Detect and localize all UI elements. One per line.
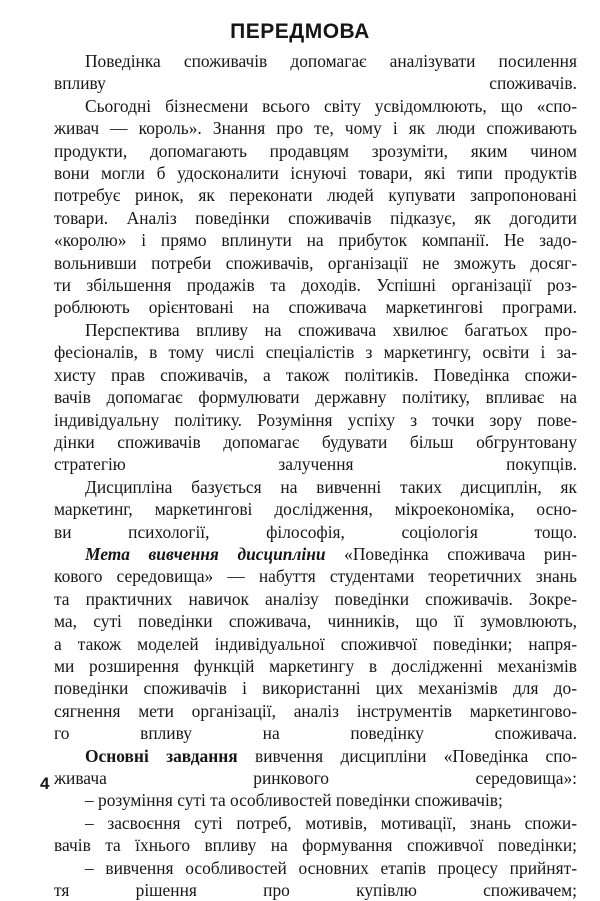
paragraph-2 — [54, 95, 577, 319]
text-line: ви психології, філософія, соціологія тощо. — [54, 521, 577, 542]
text-line: «королю» і прямо вплинути на прибуток компанії. Не задо- — [54, 230, 577, 251]
text-line: Сьогодні бізнесмени всього світу усвідомлюють, що «спо- — [85, 95, 577, 116]
text-line: «Поведінка споживача рин- — [325, 543, 577, 564]
body-text — [54, 50, 577, 901]
text-line: дінки споживачів допомагає будувати більш обгрунтовану — [54, 431, 577, 452]
goal-lead: Мета вивчення дисципліни — [85, 543, 326, 564]
text-line: вачів та їхнього впливу на формування споживчої поведінки; — [54, 835, 577, 856]
text-line: а також моделей індивідуальної споживчої поведінки; напря- — [54, 633, 577, 654]
text-line: вольнивши потреби споживачів, організації не зможуть досяг- — [54, 252, 577, 273]
text-line: фесіоналів, в тому числі спеціалістів з маркетингу, освіти і за- — [54, 342, 577, 363]
text-line: кового середовища» — набуття студентами теоретичних знань — [54, 566, 577, 587]
text-line: поведінки споживачів і використанні цих механізмів для до- — [54, 678, 577, 699]
text-line: Поведінка споживачів допомагає аналізувати посилення — [85, 51, 577, 71]
text-line: вивчення дисципліни «Поведінка спо- — [237, 745, 578, 766]
paragraph-4 — [54, 476, 577, 543]
text-line: потребує ринок, як переконати людей купувати запропоновані — [54, 185, 577, 206]
text-line: – засвоєння суті потреб, мотивів, мотивації, знань спожи- — [85, 812, 577, 833]
text-line: тя рішення про купівлю споживачем; — [54, 880, 577, 901]
text-line: маркетинг, маркетингові дослідження, мікроекономіка, осно- — [54, 499, 577, 520]
text-line: вони могли б удосконалити існуючі товари, які типи продуктів — [54, 163, 577, 184]
page-number: 4 — [40, 774, 50, 793]
page-title: ПЕРЕДМОВА — [230, 20, 370, 43]
text-line: стратегію залучення покупців. — [54, 454, 577, 475]
text-line: продукти, допомагають продавцям зрозуміти, яким чином — [54, 140, 577, 161]
text-line: живач — король». Знання про те, чому і як люди споживають — [54, 118, 577, 139]
text-line: товари. Аналіз поведінки споживачів підказує, як догодити — [54, 207, 577, 228]
text-line: та практичних навичок аналізу поведінки споживачів. Зокре- — [54, 588, 577, 609]
text-line: сягнення мети організації, аналіз інструментів маркетингово- — [54, 700, 577, 721]
text-line: хисту прав споживачів, а також політиків. Поведінка спожи- — [54, 364, 577, 385]
list-item — [54, 857, 577, 901]
tasks-lead: Основні завдання — [85, 745, 238, 766]
paragraph-1 — [54, 50, 577, 95]
list-item — [54, 789, 577, 811]
list-item — [54, 812, 577, 857]
text-line: роблюють орієнтовані на споживача маркетингові програми. — [54, 297, 577, 318]
text-line: ма, суті поведінки споживача, чинників, що її зумовлюють, — [54, 611, 577, 632]
paragraph-3 — [54, 319, 577, 476]
paragraph-tasks — [54, 745, 577, 790]
text-line: ти збільшення продажів та доходів. Успішні організації роз- — [54, 275, 577, 296]
paragraph-goal — [54, 543, 577, 745]
text-line: Перспектива впливу на споживача хвилює багатьох про- — [85, 319, 577, 340]
text-line: вачів допомагає формулювати державну політику, впливає на — [54, 387, 577, 408]
text-line: – розуміння суті та особливостей поведінки споживачів; — [85, 790, 503, 811]
text-line: Дисципліна базується на вивченні таких дисциплін, як — [85, 476, 577, 497]
text-line: го впливу на поведінку споживача. — [54, 723, 577, 744]
text-line: впливу споживачів. — [54, 73, 577, 94]
text-line: – вивчення особливостей основних етапів процесу прийнят- — [85, 857, 577, 878]
text-line: ми розширення функцій маркетингу в дослідженні механізмів — [54, 655, 577, 676]
text-line: живача ринкового середовища»: — [54, 768, 577, 788]
text-line: індивідуальну політику. Розуміння успіху з точки зору пове- — [54, 409, 577, 430]
